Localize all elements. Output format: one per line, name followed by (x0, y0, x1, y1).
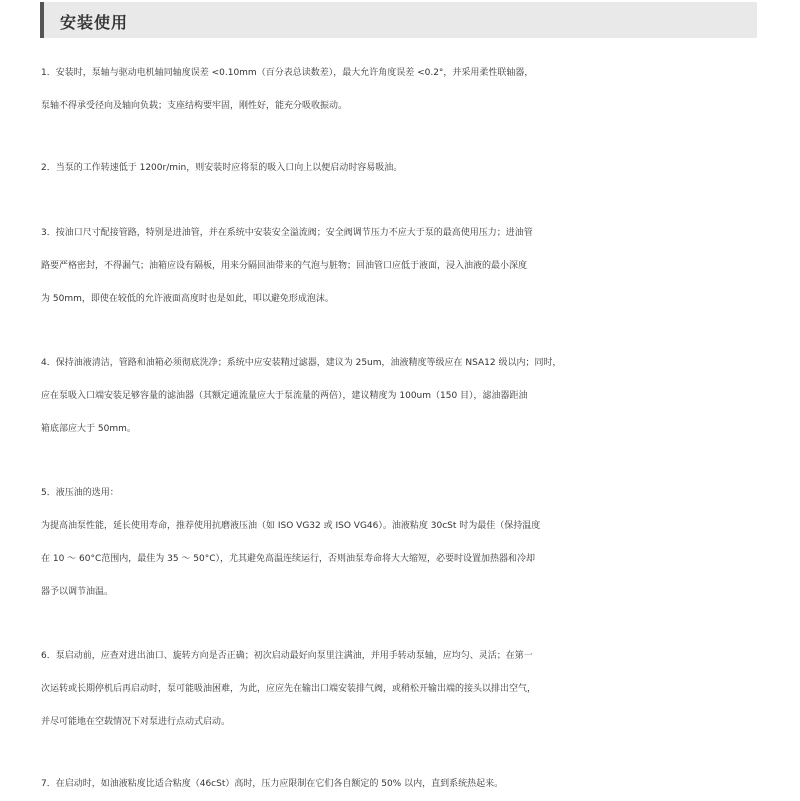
paragraph-line: 7．在启动时，如油液粘度比适合粘度（46cSt）高时，压力应限制在它们各自额定的 50% 以内，直到系统热起来。 (41, 779, 504, 789)
paragraph-line: 1．安装时，泵轴与驱动电机轴同轴度误差 <0.10mm（百分表总读数差），最大允许角度误差 <0.2°，并采用柔性联轴器， (41, 68, 534, 78)
paragraph-line: 为提高油泵性能，延长使用寿命，推荐使用抗磨液压油（如 ISO VG32 或 ISO VG46）。油液粘度 30cSt 时为最佳（保持温度 (41, 521, 541, 531)
paragraph-line: 箱底部应大于 50mm。 (41, 424, 136, 434)
paragraph-line: 在 10 ～ 60°C范围内，最佳为 35 ～ 50°C），尤其避免高温连续运行，否则油泵寿命将大大缩短，必要时设置加热器和冷却 (41, 554, 536, 564)
section-title: 安装使用 (60, 13, 129, 32)
section-header (40, 2, 757, 38)
instruction-item-2 (41, 152, 761, 185)
paragraph-line: 6．泵启动前，应查对进出油口、旋转方向是否正确；初次启动最好向泵里注满油，并用手转动泵轴，应均匀、灵活；在第一 (41, 651, 533, 661)
paragraph-line: 2．当泵的工作转速低于 1200r/min，则安装时应将泵的吸入口向上以便启动时容易吸油。 (41, 163, 403, 173)
instruction-item-3 (41, 217, 761, 316)
paragraph-line: 3．按油口尺寸配接管路，特别是进油管，并在系统中安装安全溢流阀；安全阀调节压力不应大于泵的最高使用压力；进油管 (41, 228, 533, 238)
paragraph-line: 5．液压油的选用： (41, 488, 119, 498)
paragraph-line: 泵轴不得承受径向及轴向负载；支座结构要牢固，刚性好，能充分吸收振动。 (41, 101, 348, 111)
paragraph-line: 4．保持油液清洁，管路和油箱必须彻底洗净；系统中应安装精过滤器，建议为 25um，油液精度等级应在 NSA12 级以内；同时， (41, 358, 562, 368)
instruction-item-6 (41, 640, 761, 739)
paragraph-line: 为 50mm，即使在较低的允许液面高度时也是如此，叩以避免形成泡沫。 (41, 294, 334, 304)
instruction-item-1 (41, 57, 761, 123)
paragraph-line: 并尽可能地在空载情况下对泵进行点动式启动。 (41, 717, 231, 727)
instruction-item-4 (41, 347, 761, 446)
instruction-item-5 (41, 477, 761, 609)
instruction-item-7 (41, 768, 761, 801)
paragraph-line: 次运转或长期停机后再启动时，泵可能吸油困难，为此，应应先在输出口端安装排气阀，或稍松开输出端的接头以排出空气， (41, 684, 537, 694)
paragraph-line: 器予以调节油温。 (41, 587, 114, 597)
paragraph-line: 路要严格密封，不得漏气；油箱应设有隔板，用来分隔回油带来的气泡与脏物；回油管口应低于液面，浸入油液的最小深度 (41, 261, 528, 271)
paragraph-line: 应在泵吸入口端安装足够容量的滤油器（其额定通流量应大于泵流量的两倍），建议精度为 100um（150 目），滤油器距油 (41, 391, 528, 401)
